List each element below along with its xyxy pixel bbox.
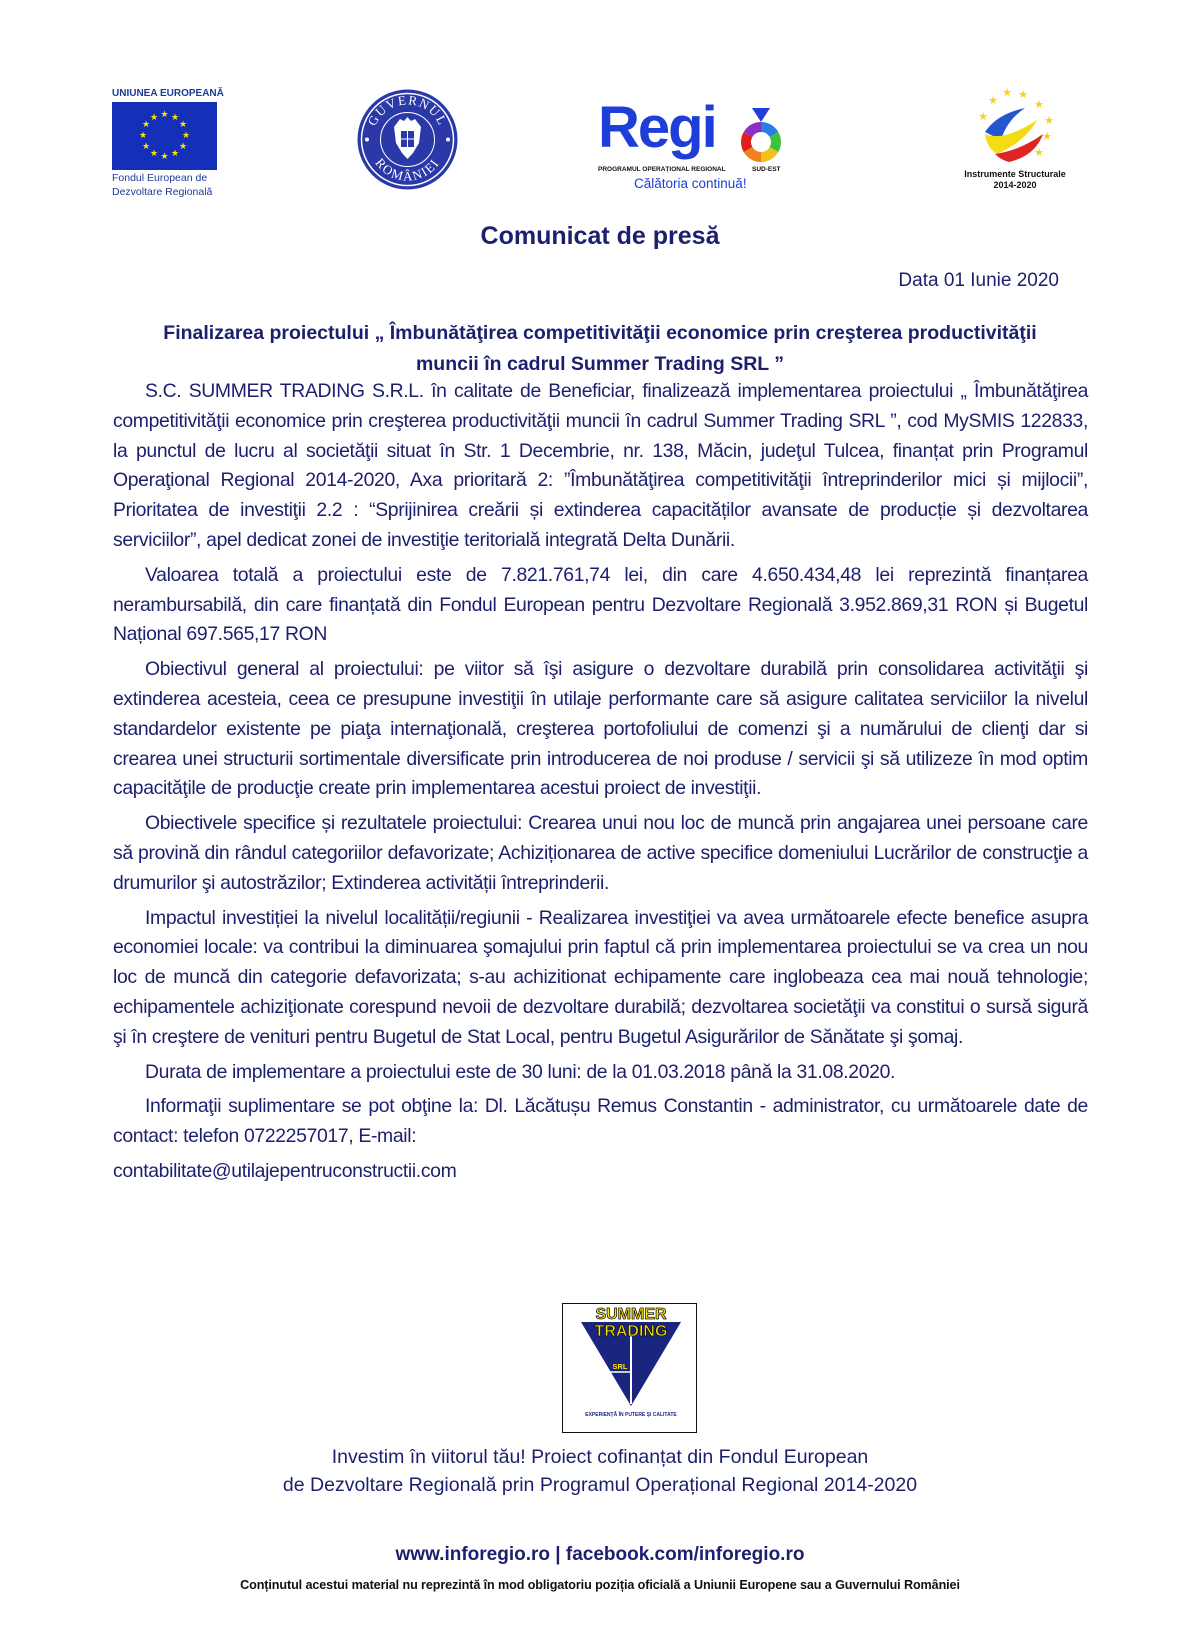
srl-text: SRL <box>612 1362 628 1371</box>
svg-text:★: ★ <box>178 142 188 152</box>
svg-text:★: ★ <box>181 131 191 141</box>
logo-row <box>0 82 1200 212</box>
svg-text:★: ★ <box>138 131 148 141</box>
instrumente-text <box>955 169 1075 191</box>
paragraph-beneficiary: S.C. SUMMER TRADING S.R.L. în calitate de Beneficiar, finalizează implementarea proiectului „ Îmbunătăţirea competitivităţii economice prin creşterea productivităţii muncii în cadrul Summer Trading SRL ”, cod MySMIS 122833, la punctul de lucru al societăţii situat în Str. 1 Decembrie, nr. 138, Măcin, judeţul Tulcea, finanțat prin Programul Operaţional Regional 2014-2020, Axa prioritară 2: ”Îmbunătăţirea competitivităţii întreprinderilor mici și mijlocii”, Prioritatea de investiţii 2.2 : “Sprijinirea creării și extinderea capacităților avansate de producție și dezvoltarea serviciilor”, apel dedicat zonei de investiţie teritorială integrată Delta Dunării. <box>113 380 1088 551</box>
headline <box>110 318 1090 380</box>
footer-slogan-line-1: Investim în viitorul tău! Proiect cofinanțat din Fondul European <box>331 1446 869 1468</box>
svg-text:★: ★ <box>178 120 188 130</box>
eu-logo <box>112 88 227 198</box>
svg-text:★: ★ <box>1044 114 1054 127</box>
svg-text:★: ★ <box>1034 98 1044 111</box>
eu-flag-icon <box>112 102 217 170</box>
svg-text:★: ★ <box>170 113 180 123</box>
page-title: Comunicat de presă <box>480 222 720 250</box>
summer-trading-triangle-icon <box>563 1304 696 1432</box>
instrumente-swoosh-icon <box>955 84 1075 169</box>
svg-text:★: ★ <box>1042 130 1052 143</box>
footer-slogan <box>0 1443 1200 1499</box>
svg-text:★: ★ <box>149 149 159 159</box>
paragraph-general-objective: Obiectivul general al proiectului: pe viitor să îşi asigure o dezvoltare durabilă prin consolidarea activităţii şi extinderea acesteia, ceea ce presupune investiţii în utilaje performante care să asigure calitatea serviciilor la nivelul standardelor existente pe piaţa internaţională, creşterea portofoliului de comenzi şi a numărului de clienţi dar si crearea unei structurii sortimentale diversificate prin introducerea de noi produse / servicii şi să utilizeze în mod optim capacităţile de producţie create prin implementarea acestui proiect de investiţii. <box>113 658 1088 800</box>
contact-email[interactable]: contabilitate@utilajepentruconstructii.com <box>113 1159 457 1182</box>
eu-logo-subtitle-1: Fondul European de <box>112 172 208 184</box>
svg-text:★: ★ <box>141 120 151 130</box>
trading-text: TRADING <box>594 1323 668 1340</box>
svg-text:★: ★ <box>149 113 159 123</box>
instrumente-line-2: 2014-2020 <box>993 180 1037 190</box>
svg-text:★: ★ <box>1018 88 1028 101</box>
svg-text:★: ★ <box>978 110 988 123</box>
seal-top-text: GUVERNUL <box>364 92 451 129</box>
headline-line-2: muncii în cadrul Summer Trading SRL ” <box>415 353 785 375</box>
summer-trading-logo <box>562 1303 697 1433</box>
paragraph-specific-objectives: Obiectivele specifice și rezultatele proiectului: Crearea unui nou loc de muncă prin angajarea unei persoane care să provină din rândul categoriilor defavorizate; Achiziționarea de active specifice domeniului Lucrărilor de construcţie a drumurilor şi autostrăzilor; Extinderea activității întreprinderii. <box>113 812 1088 894</box>
government-seal-logo <box>355 87 460 192</box>
instrumente-structurale-logo <box>955 84 1075 204</box>
regio-color-wheel-icon <box>736 108 786 164</box>
footer-links[interactable]: www.inforegio.ro | facebook.com/inforegio.ro <box>395 1544 805 1565</box>
document-date: Data 01 Iunie 2020 <box>898 270 1059 291</box>
headline-line-1: Finalizarea proiectului „ Îmbunătăţirea competitivităţii economice prin creşterea productivităţii <box>163 322 1037 344</box>
svg-text:★: ★ <box>160 152 169 162</box>
instrumente-line-1: Instrumente Structurale <box>964 169 1066 179</box>
paragraph-duration: Durata de implementare a proiectului este de 30 luni: de la 01.03.2018 până la 31.08.2020. <box>145 1060 896 1083</box>
paragraph-contact: Informaţii suplimentare se pot obţine la: Dl. Lăcătușu Remus Constantin - administrator, cu următoarele date de contact: telefon 0722257017, E-mail: <box>113 1095 1088 1148</box>
eu-stars-icon <box>112 102 217 170</box>
paragraph-value: Valoarea totală a proiectului este de 7.821.761,74 lei, din care 4.650.434,48 lei reprezintă finanțarea nerambursabilă, din care finanțată din Fondul European pentru Dezvoltare Regională 3.952.869,31 RON și Bugetul Național 697.565,17 RON <box>113 563 1088 646</box>
regio-program-text: PROGRAMUL OPERAȚIONAL REGIONAL <box>598 166 726 173</box>
svg-text:★: ★ <box>160 110 169 120</box>
regio-wordmark: Regi <box>598 95 716 160</box>
svg-text:★: ★ <box>170 149 180 159</box>
government-seal-icon <box>355 87 460 192</box>
svg-text:★: ★ <box>1002 86 1012 99</box>
regio-logo <box>588 95 803 195</box>
document-body <box>113 377 1088 1187</box>
regio-tagline: Călătoria continuă! <box>634 176 747 191</box>
svg-text:★: ★ <box>141 142 151 152</box>
seal-bottom-text: ROMÂNIEI <box>372 155 443 184</box>
motto-text: EXPERIENȚĂ ÎN PUTERE ȘI CALITATE <box>585 1412 677 1418</box>
svg-text:★: ★ <box>988 94 998 107</box>
svg-text:★: ★ <box>1034 146 1044 159</box>
eu-logo-title: UNIUNEA EUROPEANĂ <box>112 88 224 99</box>
regio-region-text: SUD-EST <box>752 166 781 173</box>
paragraph-impact: Impactul investiției la nivelul localității/regiunii - Realizarea investiţiei va avea următoarele efecte benefice asupra economiei locale: va contribui la diminuarea şomajului prin faptul că prin implementarea proiectului se va crea un nou loc de muncă din categorie defavorizata; s-au achizitionat echipamente care inglobeaza cea mai nouă tehnologie; echipamentele achiziţionate corespund nevoii de dezvoltare durabilă; dezvoltarea societăţii va constitui o sursă sigură şi în creştere de venituri pentru Bugetul de Stat Local, pentru Bugetul Asigurărilor de Sănătate şi şomaj. <box>113 906 1088 1048</box>
summer-text: SUMMER <box>595 1306 667 1323</box>
footer-slogan-line-2: de Dezvoltare Regională prin Programul Operațional Regional 2014-2020 <box>282 1474 918 1496</box>
eu-logo-subtitle-2: Dezvoltare Regională <box>112 186 213 198</box>
footer-disclaimer: Conținutul acestui material nu reprezintă în mod obligatoriu poziția oficială a Uniunii Europene sau a Guvernului României <box>240 1578 960 1592</box>
